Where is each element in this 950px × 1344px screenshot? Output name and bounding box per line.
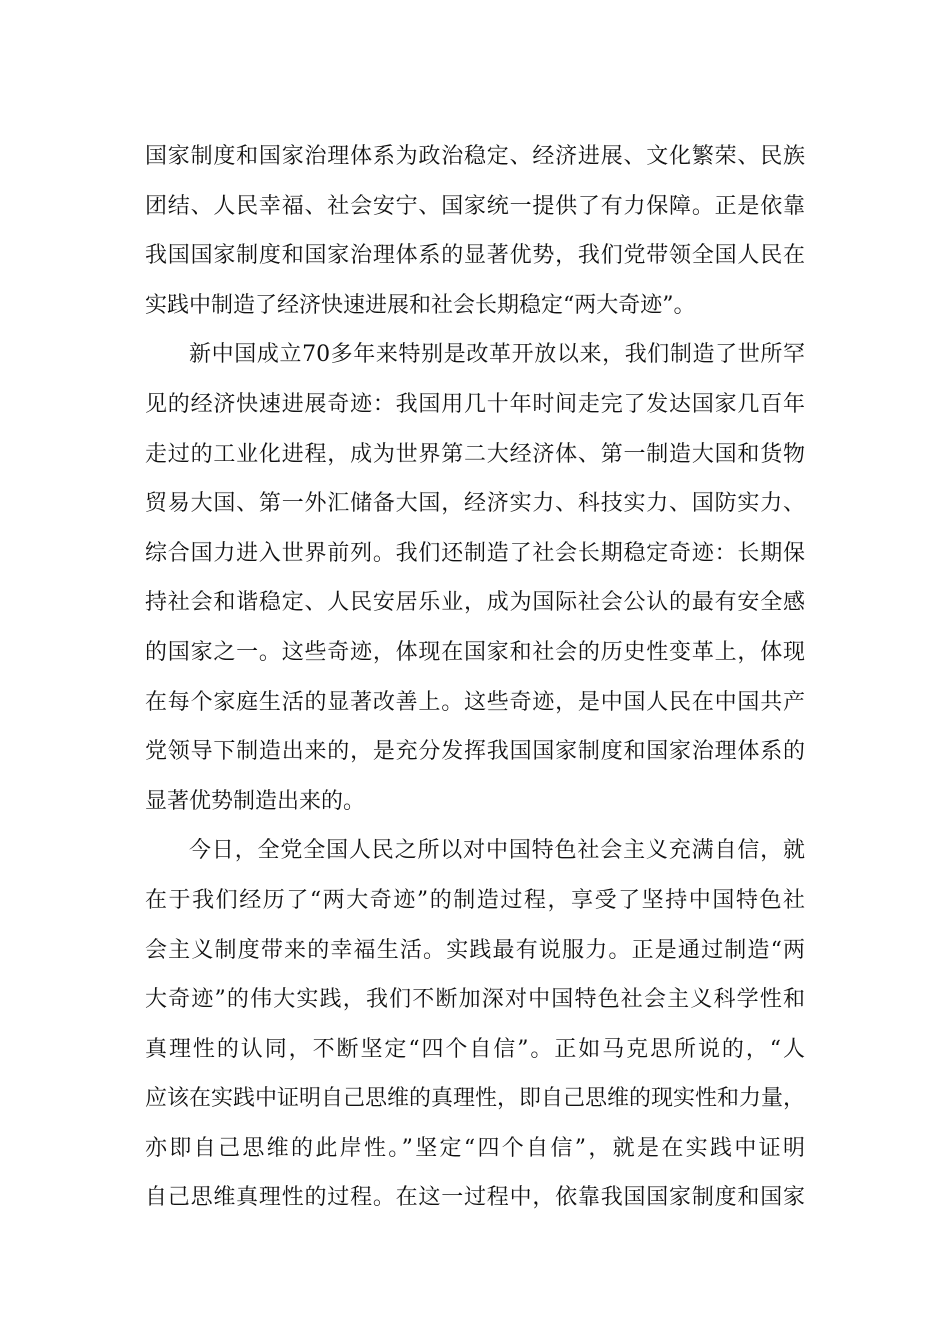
- paragraph-1: [145, 132, 805, 330]
- text-line: 大奇迹”的伟大实践，我们不断加深对中国特色社会主义科学性和: [145, 987, 805, 1013]
- text-line: 真理性的认同，不断坚定“四个自信”。正如马克思所说的，“人: [145, 1036, 805, 1062]
- text-line: 实践中制造了经济快速进展和社会长期稳定“两大奇迹”。: [145, 292, 696, 318]
- text-line: 团结、人民幸福、社会安宁、国家统一提供了有力保障。正是依靠: [145, 193, 805, 219]
- text-line: 自己思维真理性的过程。在这一过程中，依靠我国国家制度和国家: [145, 1185, 805, 1211]
- text-line: 的国家之一。这些奇迹，体现在国家和社会的历史性变革上，体现: [145, 639, 805, 665]
- text-line: 应该在实践中证明自己思维的真理性，即自己思维的现实性和力量，: [145, 1086, 806, 1112]
- text-line: 今日，全党全国人民之所以对中国特色社会主义充满自信，就: [189, 838, 805, 864]
- paragraph-2: [145, 330, 805, 826]
- text-line: 国家制度和国家治理体系为政治稳定、经济进展、文化繁荣、民族: [145, 144, 805, 169]
- text-line: 在每个家庭生活的显著改善上。这些奇迹，是中国人民在中国共产: [145, 689, 805, 715]
- text-line: 贸易大国、第一外汇储备大国，经济实力、科技实力、国防实力、: [145, 491, 805, 517]
- text-line: 持社会和谐稳定、人民安居乐业，成为国际社会公认的最有安全感: [145, 590, 805, 616]
- text-line: 新中国成立70多年来特别是改革开放以来，我们制造了世所罕: [189, 342, 805, 368]
- document-body: [145, 132, 805, 1223]
- text-line: 党领导下制造出来的，是充分发挥我国国家制度和国家治理体系的: [145, 739, 805, 765]
- text-line: 我国国家制度和国家治理体系的显著优势，我们党带领全国人民在: [145, 243, 805, 269]
- text-line: 见的经济快速进展奇迹：我国用几十年时间走完了发达国家几百年: [145, 391, 805, 417]
- text-line: 综合国力进入世界前列。我们还制造了社会长期稳定奇迹：长期保: [145, 540, 805, 566]
- text-line: 会主义制度带来的幸福生活。实践最有说服力。正是通过制造“两: [145, 937, 805, 963]
- paragraph-3: [145, 826, 805, 1223]
- text-line: 显著优势制造出来的。: [145, 788, 366, 814]
- text-line: 在于我们经历了“两大奇迹”的制造过程，享受了坚持中国特色社: [145, 887, 805, 913]
- text-line: 走过的工业化进程，成为世界第二大经济体、第一制造大国和货物: [145, 441, 805, 467]
- text-line: 亦即自己思维的此岸性。”坚定“四个自信”，就是在实践中证明: [145, 1135, 805, 1161]
